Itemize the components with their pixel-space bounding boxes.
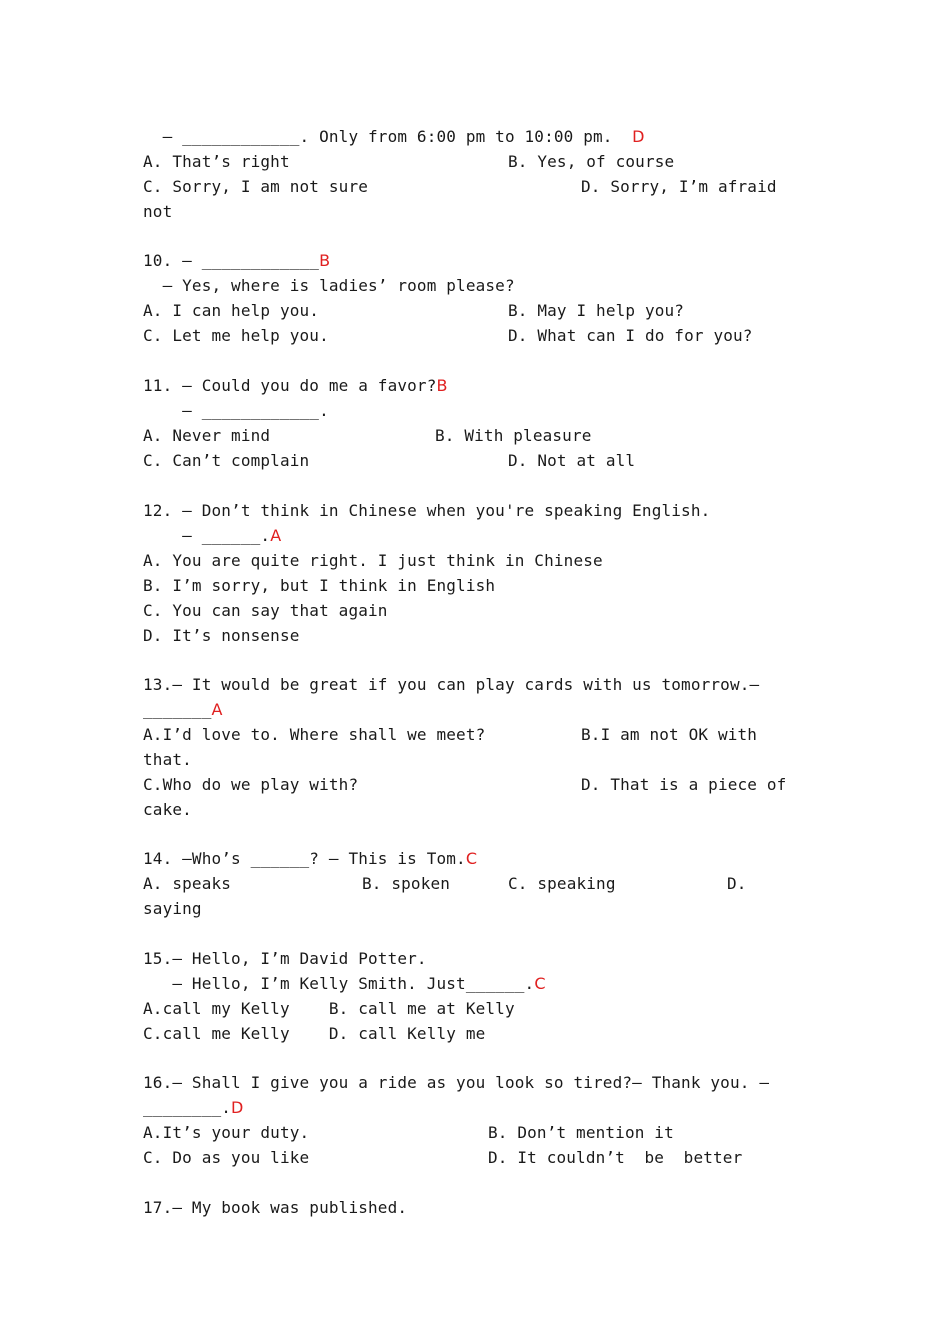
q9-option-d: D. Sorry, I’m afraid	[581, 177, 777, 196]
q14-option-d: D.	[727, 874, 747, 893]
q15-stem: 15.— Hello, I’m David Potter.	[143, 949, 427, 968]
q11-option-d: D. Not at all	[508, 451, 636, 470]
q14-option-a: A. speaks	[143, 874, 232, 893]
q13-option-d-wrap: cake.	[143, 800, 192, 819]
q12-line2: — ______.	[143, 526, 271, 545]
q14-stem-line	[143, 849, 477, 869]
q15-line2: — Hello, I’m Kelly Smith. Just______.	[143, 974, 535, 993]
q9-option-d-wrap: not	[143, 202, 173, 221]
q14-option-d-wrap: saying	[143, 899, 202, 918]
q11-option-c: C. Can’t complain	[143, 451, 310, 470]
q14-stem: 14. —Who’s ______? — This is Tom.	[143, 849, 466, 868]
q10-answer: B	[319, 251, 331, 270]
q14-option-c: C. speaking	[508, 874, 616, 893]
q16-option-b: B. Don’t mention it	[488, 1123, 674, 1142]
q16-answer: D	[231, 1098, 244, 1117]
q12-stem: 12. — Don’t think in Chinese when you're speaking English.	[143, 501, 711, 520]
q16-option-a: A.It’s your duty.	[143, 1123, 310, 1142]
q12-option-b: B. I’m sorry, but I think in English	[143, 576, 496, 595]
q10-option-d: D. What can I do for you?	[508, 326, 753, 345]
q13-option-a: A.I’d love to. Where shall we meet?	[143, 725, 486, 744]
q15-answer: C	[534, 974, 546, 993]
q13-option-d: D. That is a piece of	[581, 775, 787, 794]
q11-option-a: A. Never mind	[143, 426, 271, 445]
q16-line2: ________.	[143, 1098, 232, 1117]
q15-options-ab: A.call my Kelly B. call me at Kelly	[143, 999, 515, 1018]
q11-option-b: B. With pleasure	[435, 426, 592, 445]
q12-option-c: C. You can say that again	[143, 601, 388, 620]
q16-line2-row	[143, 1098, 244, 1118]
q12-option-d: D. It’s nonsense	[143, 626, 300, 645]
q9-option-b: B. Yes, of course	[508, 152, 675, 171]
q9-stem: — ____________. Only from 6:00 pm to 10:00 pm.	[143, 127, 633, 146]
q13-line2-row	[143, 700, 223, 720]
q11-answer: B	[436, 376, 448, 395]
q9-option-a: A. That’s right	[143, 152, 290, 171]
q17-stem: 17.— My book was published.	[143, 1198, 408, 1217]
q13-stem: 13.— It would be great if you can play cards with us tomorrow.—	[143, 675, 760, 694]
q13-answer: A	[211, 700, 223, 719]
q15-line2-row	[143, 974, 546, 994]
q11-stem: 11. — Could you do me a favor?	[143, 376, 437, 395]
q10-stem-line	[143, 251, 330, 271]
q14-option-b: B. spoken	[362, 874, 451, 893]
q13-option-b-wrap: that.	[143, 750, 192, 769]
q10-stem: 10. — ____________	[143, 251, 320, 270]
q12-option-a: A. You are quite right. I just think in Chinese	[143, 551, 603, 570]
q10-option-c: C. Let me help you.	[143, 326, 329, 345]
q15-options-cd: C.call me Kelly D. call Kelly me	[143, 1024, 486, 1043]
q14-answer: C	[465, 849, 478, 868]
q13-option-c: C.Who do we play with?	[143, 775, 359, 794]
q13-line2: _______	[143, 700, 212, 719]
q13-option-b: B.I am not OK with	[581, 725, 758, 744]
q12-line2-row	[143, 526, 281, 546]
q11-line2: — ____________.	[143, 401, 329, 420]
q10-line2: — Yes, where is ladies’ room please?	[143, 276, 515, 295]
q10-option-a: A. I can help you.	[143, 301, 320, 320]
q9-stem-line	[143, 127, 645, 147]
q16-option-d: D. It couldn’t be better	[488, 1148, 743, 1167]
q10-option-b: B. May I help you?	[508, 301, 685, 320]
q9-option-c: C. Sorry, I am not sure	[143, 177, 369, 196]
q11-stem-line	[143, 376, 448, 396]
q16-option-c: C. Do as you like	[143, 1148, 310, 1167]
q12-answer: A	[270, 526, 282, 545]
q9-answer: D	[632, 127, 645, 146]
q16-stem: 16.— Shall I give you a ride as you look so tired?— Thank you. —	[143, 1073, 770, 1092]
